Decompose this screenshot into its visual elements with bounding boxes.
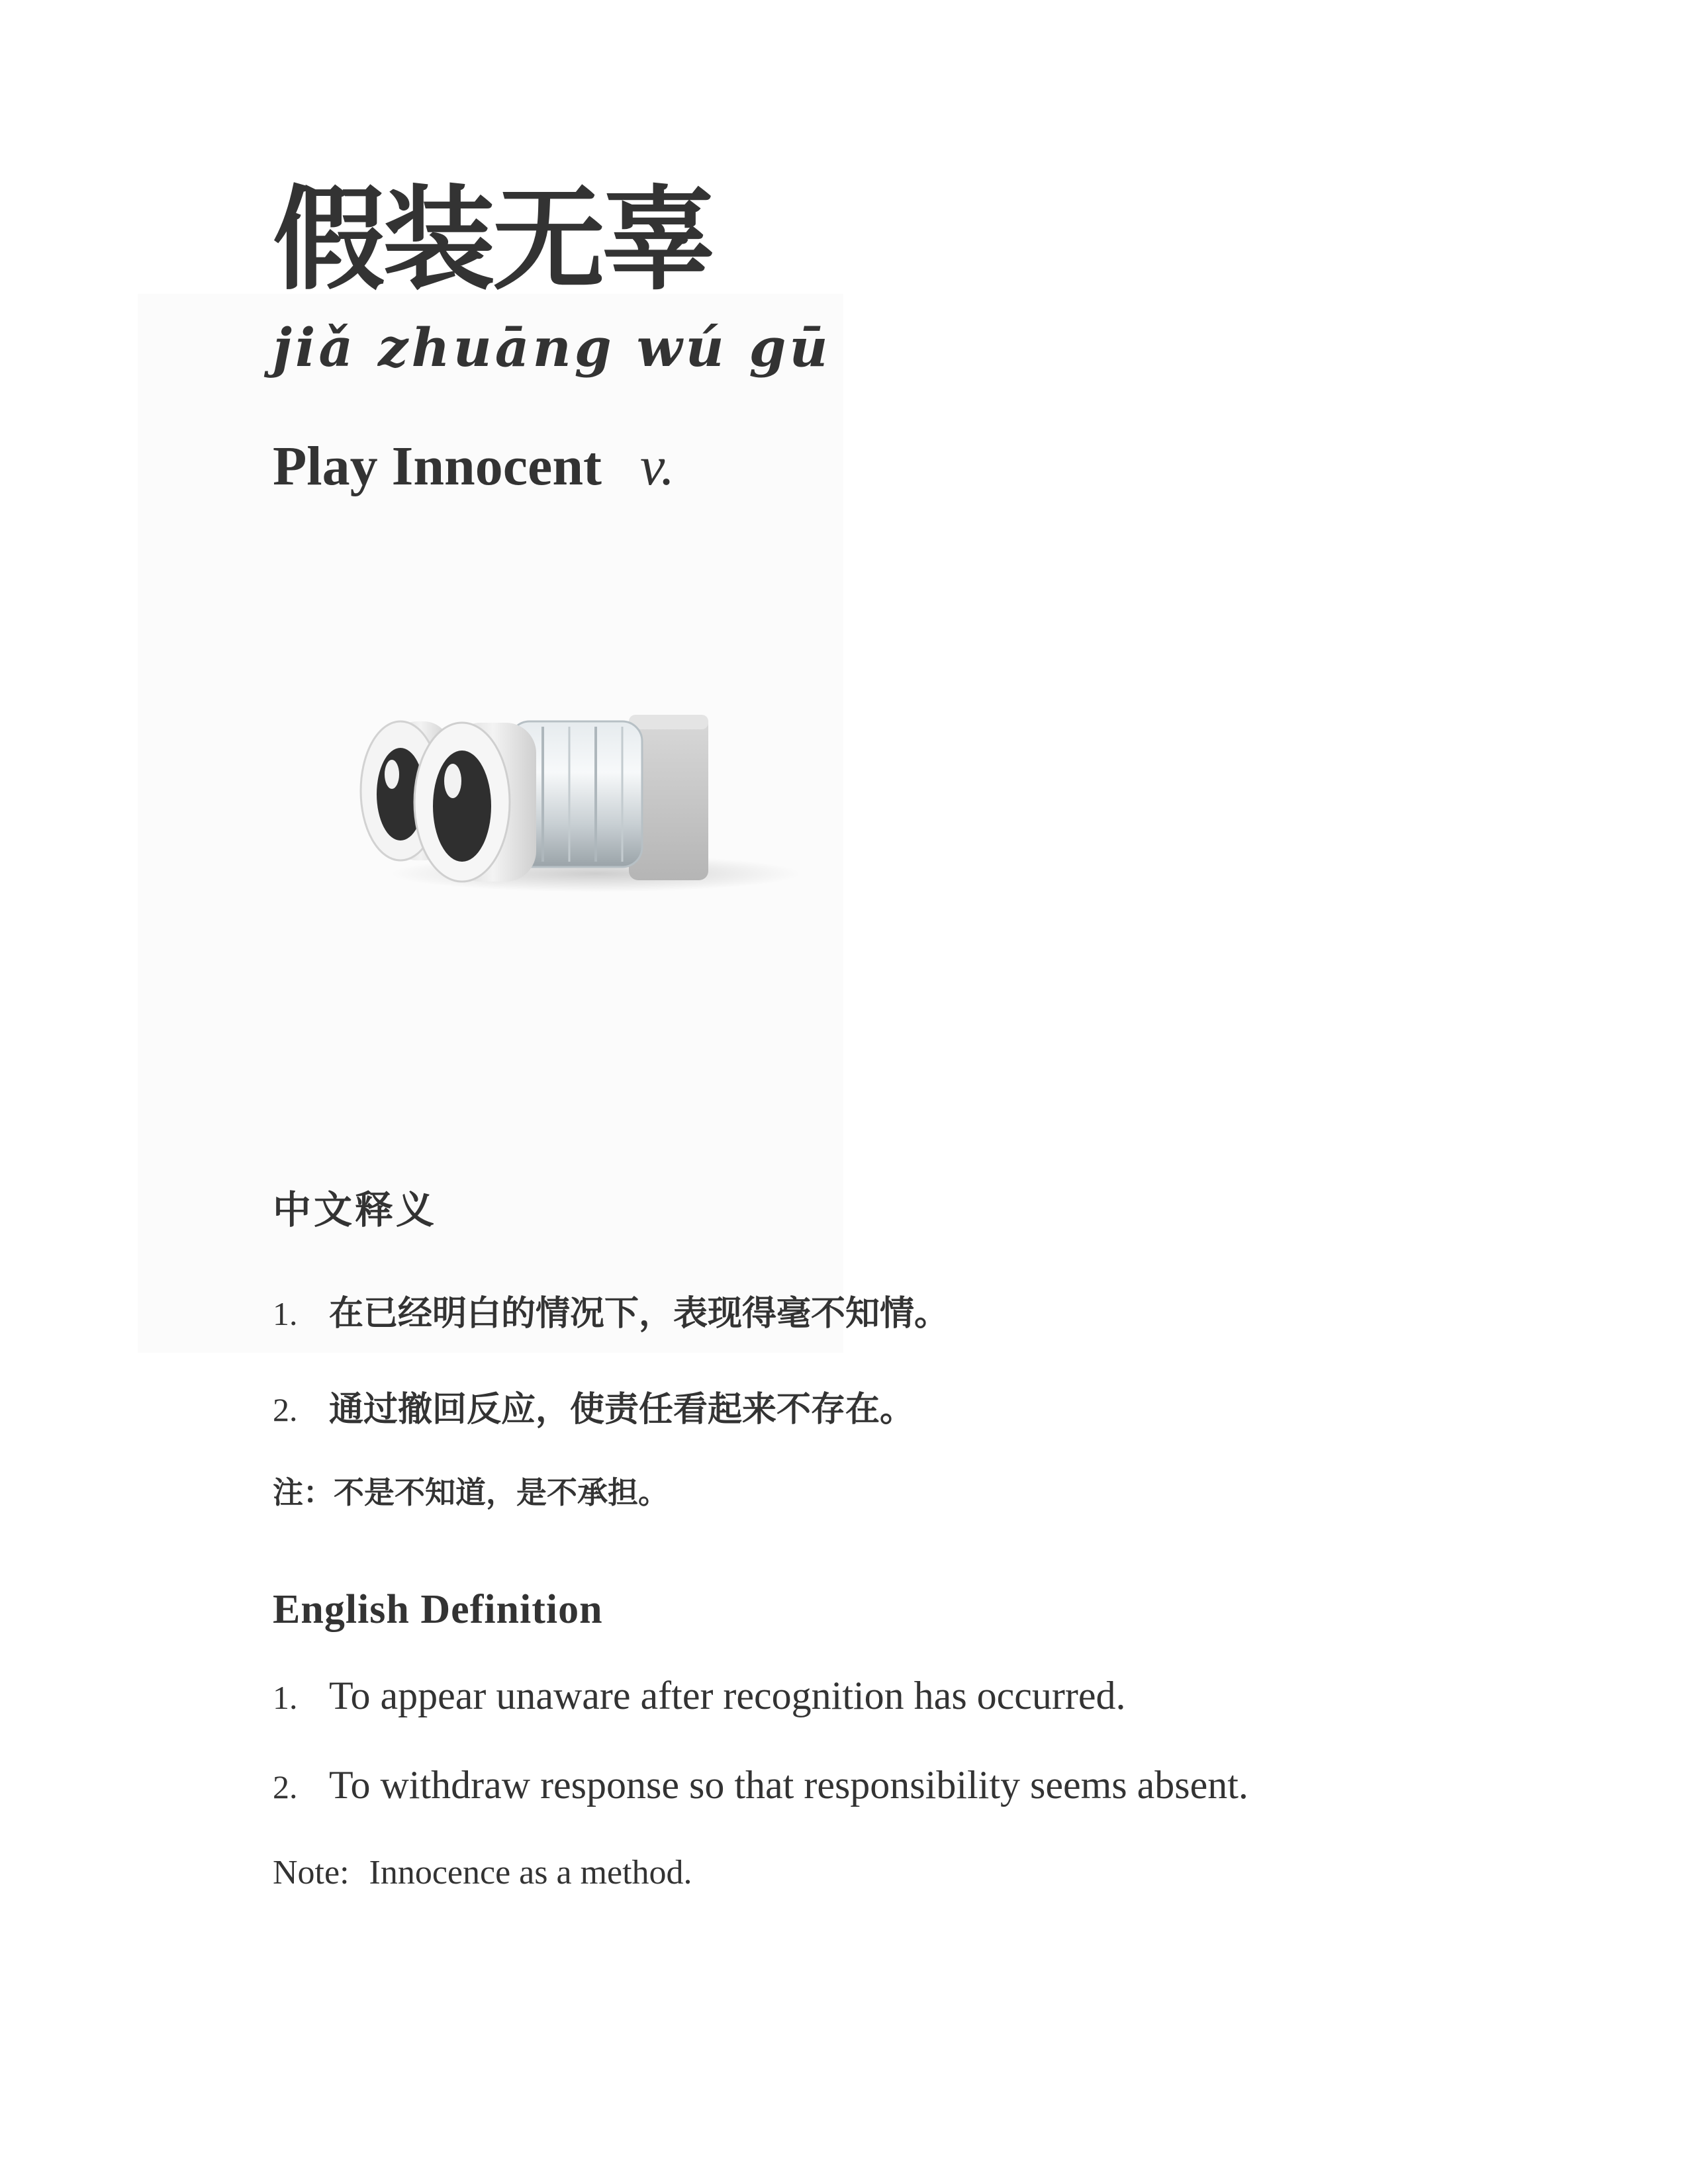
definition-text: 在已经明白的情况下，表现得毫不知情。 bbox=[329, 1294, 949, 1334]
english-term-heading bbox=[273, 430, 675, 503]
definition-number: 2. bbox=[273, 1768, 298, 1805]
definition-number: 2. bbox=[273, 1391, 298, 1428]
definition-number: 1. bbox=[273, 1295, 298, 1332]
product-photo-googly-eye-toy bbox=[344, 675, 821, 953]
english-definition-item bbox=[273, 1757, 1248, 1813]
definition-text: 通过撤回反应，使责任看起来不存在。 bbox=[329, 1390, 915, 1430]
chinese-definition-item bbox=[273, 1383, 914, 1436]
definition-number: 1. bbox=[273, 1679, 298, 1716]
chinese-note: 注：不是不知道，是不承担。 bbox=[273, 1475, 669, 1510]
note-label: Note: bbox=[273, 1854, 350, 1891]
chinese-definition-item bbox=[273, 1287, 949, 1340]
chinese-definition-heading: 中文释义 bbox=[273, 1187, 438, 1232]
pinyin: jiǎ zhuāng wú gū bbox=[273, 316, 831, 379]
note-text: Innocence as a method. bbox=[369, 1854, 692, 1891]
definition-text: To withdraw response so that responsibility seems absent. bbox=[329, 1763, 1248, 1807]
english-note bbox=[273, 1846, 692, 1899]
english-definition-item bbox=[273, 1668, 1126, 1723]
part-of-speech: v. bbox=[640, 435, 675, 497]
english-term: Play Innocent bbox=[273, 435, 602, 497]
headword: 假装无辜 bbox=[273, 175, 713, 306]
definition-text: To appear unaware after recognition has occurred. bbox=[329, 1674, 1126, 1717]
english-definition-heading: English Definition bbox=[273, 1587, 603, 1632]
